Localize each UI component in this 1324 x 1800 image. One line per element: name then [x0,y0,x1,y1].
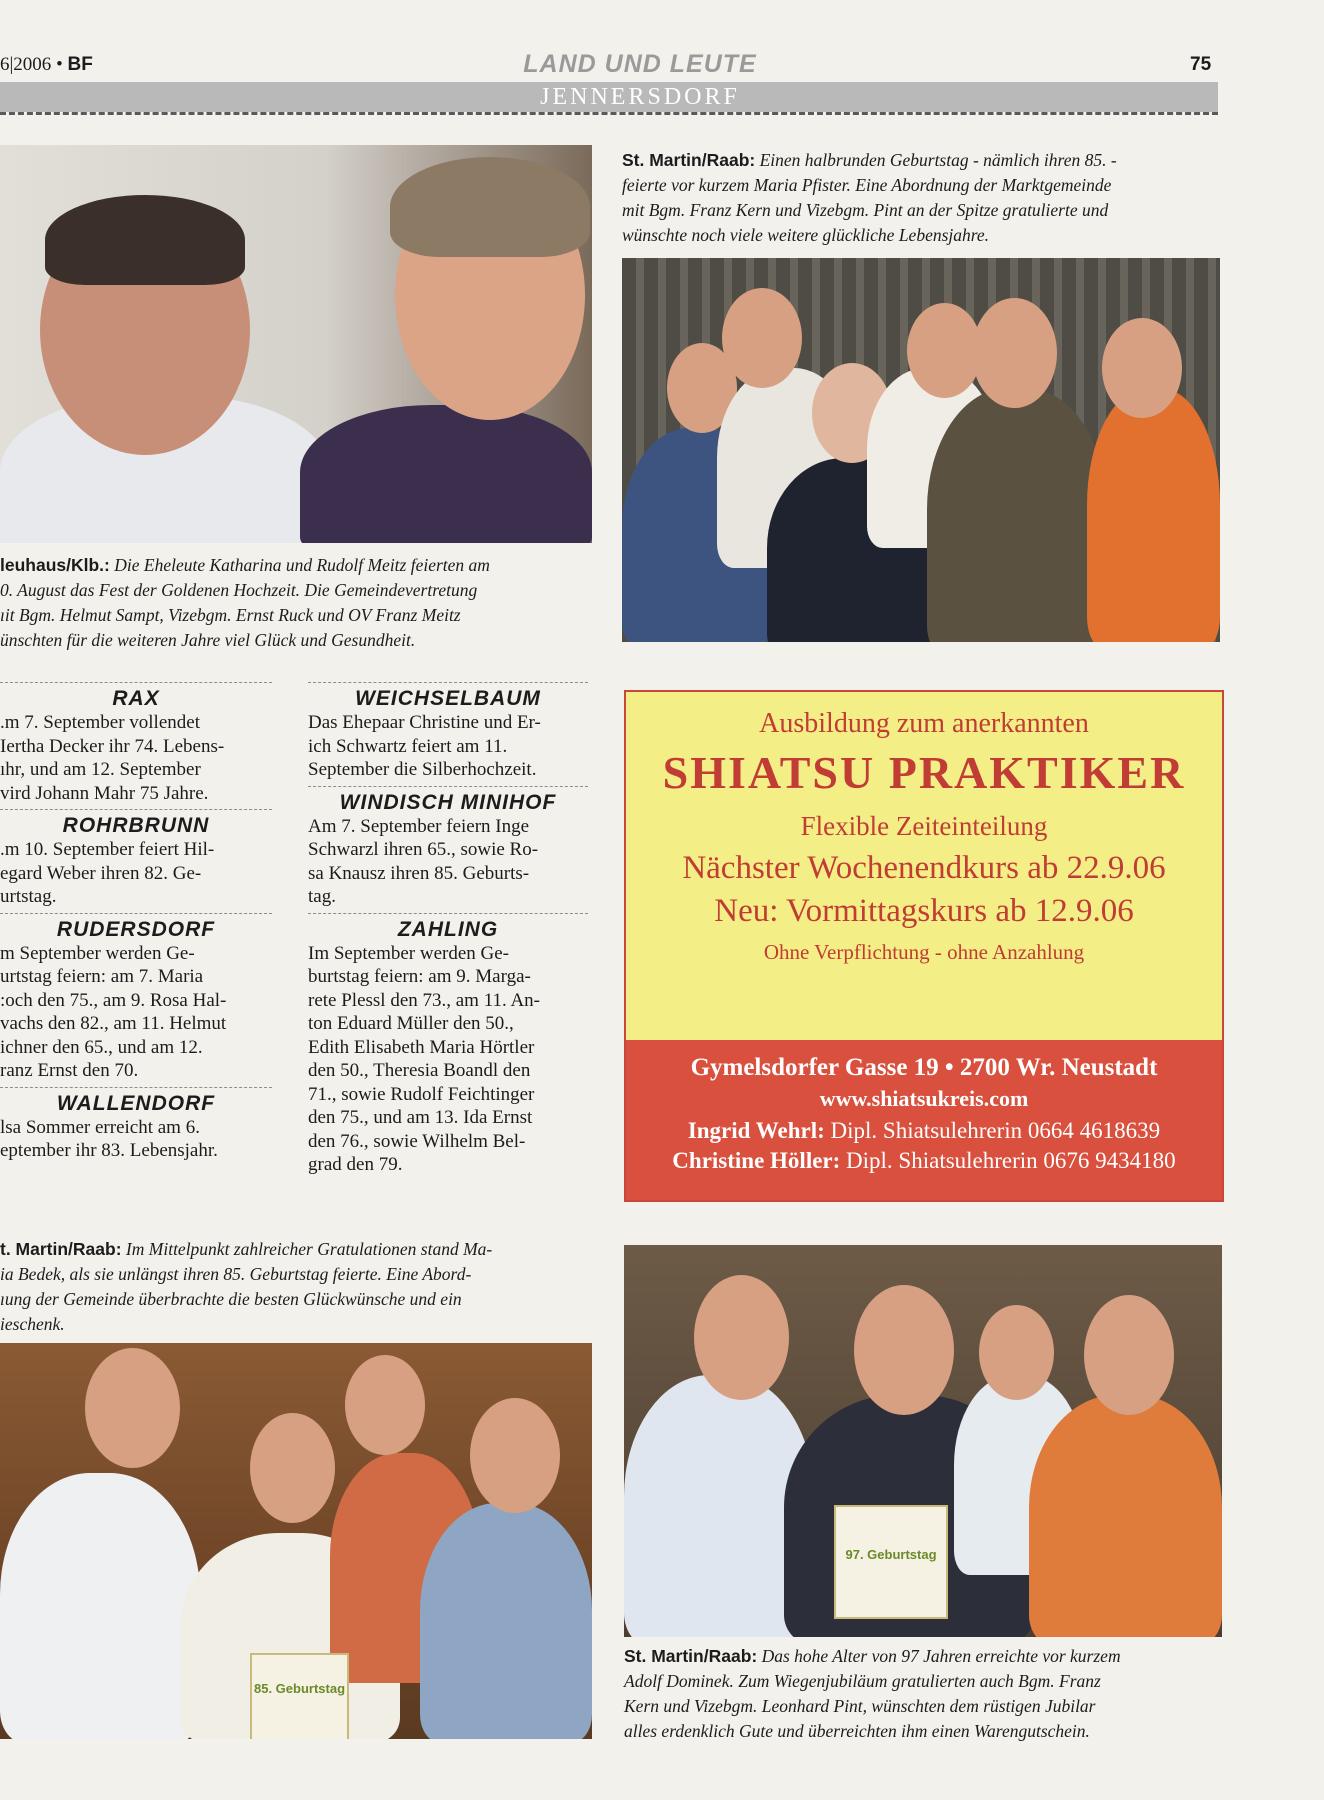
photo-adolf-dominek [624,1245,1222,1637]
town-heading-zahling: ZAHLING [308,913,588,942]
ad-contact-2: Christine Höller: Dipl. Shiatsulehrerin 0676 9434180 [672,1148,1176,1173]
town-text-rohrbrunn: .m 10. September feiert Hil- egard Weber ihren 82. Ge- urtstag. [0,839,215,907]
towns-column-1 [0,682,272,1163]
town-text-windisch-minihof: Am 7. September feiern Inge Schwarzl ihren 65., sowie Ro- sa Knausz ihren 85. Geburts- tag. [308,815,539,907]
town-heading-rudersdorf: RUDERSDORF [0,913,272,942]
ad-contact-1: Ingrid Wehrl: Dipl. Shiatsulehrerin 0664 4618639 [687,1118,1161,1143]
caption-maria-pfister: St. Martin/Raab: Einen halbrunden Geburtstag - nämlich ihren 85. - feierte vor kurzem Maria Pfister. Eine Abordnung der Marktgemeinde mit Bgm. Franz Kern und Vizebgm. Pint an der Spitze gratulierte und wünschte noch viele weitere glückliche Lebensjahre. [622,150,1117,245]
page-number: 75 [1190,54,1212,75]
ad-contact-panel [626,1040,1222,1200]
town-text-wallendorf: lsa Sommer erreicht am 6. eptember ihr 83. Lebensjahr. [0,1116,218,1161]
subsection-title: JENNERSDORF [540,84,740,110]
town-heading-weichselbaum: WEICHSELBAUM [308,682,588,711]
header-divider [0,112,1218,115]
ad-intro: Ausbildung zum anerkannten [759,708,1089,739]
ad-address: Gymelsdorfer Gasse 19 • 2700 Wr. Neustadt [690,1054,1158,1081]
certificate-label: 97. Geburtstag [845,1547,937,1562]
ad-flexible: Flexible Zeiteinteilung [800,811,1048,841]
town-text-weichselbaum: Das Ehepaar Christine und Er- ich Schwartz feiert am 11. September die Silberhochzeit. [308,712,541,780]
photo-maria-pfister [622,258,1220,642]
town-heading-windisch-minihof: WINDISCH MINIHOF [308,786,588,815]
certificate-label: 85. Geburtstag [253,1681,346,1696]
town-heading-wallendorf: WALLENDORF [0,1087,272,1116]
ad-weekend-course: Nächster Wochenendkurs ab 22.9.06 [682,850,1166,886]
ad-no-obligation: Ohne Verpflichtung - ohne Anzahlung [763,940,1085,964]
caption-maria-bedek: t. Martin/Raab: Im Mittelpunkt zahlreicher Gratulationen stand Ma- ia Bedek, als sie unlängst ihren 85. Geburtstag feierte. Eine Abord- ıung der Gemeinde überbrachte die besten Glückwünsche und ein ieschenk. [0,1239,493,1334]
caption-adolf-dominek: St. Martin/Raab: Das hohe Alter von 97 Jahren erreichte vor kurzem Adolf Dominek. Zum Wiegenjubiläum gratulierten auch Bgm. Franz Kern und Vizebgm. Leonhard Pint, wünschten dem rüstigen Jubilar alles erdenklich Gute und überreichten ihm einen Warengutschein. [624,1646,1121,1741]
ad-upper-panel [626,692,1222,1040]
town-heading-rohrbrunn: ROHRBRUNN [0,809,272,838]
town-heading-rax: RAX [0,682,272,711]
issue-label: 6|2006 • BF [0,54,93,75]
town-text-rudersdorf: m September werden Ge- urtstag feiern: am 7. Maria :och den 75., am 9. Rosa Hal- vachs den 82., am 11. Helmut ichner den 65., und am 12. ranz Ernst den 70. [0,942,227,1081]
town-text-zahling: Im September werden Ge- burtstag feiern: am 9. Marga- rete Plessl den 73., am 11. An- ton Eduard Müller den 50., Edith Elisabeth Maria Hörtler den 50., Theresia Boandl den 71., sowie Rudolf Feichtinger den 75., und am 13. Ida Ernst den 76., sowie Wilhelm Bel- grad den 79. [308,942,541,1175]
ad-headline: SHIATSU PRAKTIKER [662,747,1186,798]
shiatsu-advertisement [624,690,1224,1202]
section-title: LAND UND LEUTE [523,50,757,78]
photo-golden-wedding [0,145,592,543]
ad-website[interactable]: www.shiatsukreis.com [819,1086,1029,1111]
ad-morning-course: Neu: Vormittagskurs ab 12.9.06 [714,893,1134,929]
towns-column-2 [308,682,588,1177]
photo-maria-bedek [0,1343,592,1739]
town-text-rax: .m 7. September vollendet Iertha Decker ihr 74. Lebens- ıhr, und am 12. September vird Johann Mahr 75 Jahre. [0,712,225,804]
caption-meitz: leuhaus/Klb.: Die Eheleute Katharina und Rudolf Meitz feierten am 0. August das Fest der Goldenen Hochzeit. Die Gemeindevertretung ıit Bgm. Helmut Sampt, Vizebgm. Ernst Ruck und OV Franz Meitz ünschten für die weiteren Jahre viel Glück und Gesundheit. [0,555,490,650]
